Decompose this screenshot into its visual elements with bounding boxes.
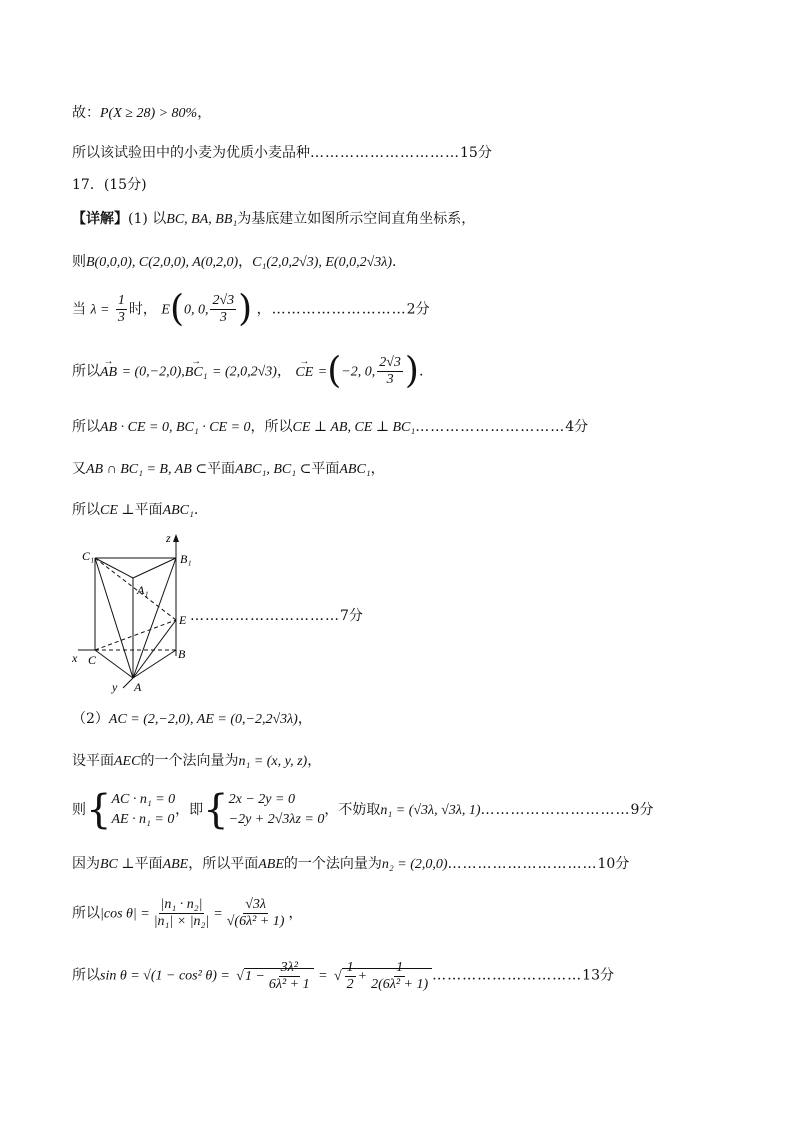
text: 所以 [72, 363, 100, 380]
vector: → AB [100, 363, 117, 383]
label-B1: B₁ [180, 552, 192, 566]
math: n₁ = (√3λ, √3λ, 1) [380, 803, 481, 818]
line-normal-vector [72, 751, 321, 772]
text: 为基底建立如图所示空间直角坐标系， [237, 211, 476, 227]
text: 的一个法向量为 [283, 856, 382, 872]
denominator: 2 [346, 977, 354, 992]
label-B: B [178, 647, 186, 661]
label-C: C [88, 653, 97, 667]
prism-figure [68, 528, 198, 698]
math: −2, 0, [341, 364, 376, 380]
line-sin [72, 960, 614, 993]
text: ，不妨取 [324, 802, 381, 818]
detail-label: 【详解】 [72, 211, 128, 227]
math: AEC [114, 754, 141, 769]
denominator: 3 [117, 310, 125, 325]
text: 则 [72, 254, 86, 270]
math: BC ⊥ [100, 857, 135, 872]
dots: ………………………… [190, 608, 340, 624]
text: 平面 [207, 461, 236, 477]
label-x: x [72, 651, 78, 665]
fraction [116, 293, 127, 326]
equation: −2y + 2√3λz = 0 [228, 812, 325, 827]
numerator: 3λ² [280, 960, 298, 975]
numerator: 1 [396, 960, 404, 975]
numerator: 1 [117, 293, 125, 308]
line-part2-vectors [72, 709, 312, 730]
math: E [161, 302, 170, 318]
text: 平面 [134, 502, 163, 518]
math: CE ⊥ [100, 503, 135, 518]
text: 平面 [311, 461, 340, 477]
denominator: 3 [386, 372, 394, 387]
text: ，即 [175, 802, 204, 818]
math: = [317, 364, 328, 380]
denominator: 3 [219, 310, 227, 325]
denominator: 2(6λ² + 1) [371, 977, 429, 992]
sqrt-2 [342, 960, 432, 992]
math: = (0,−2,0), [121, 364, 185, 380]
equation: 2x − 2y = 0 [228, 792, 295, 807]
numerator: 2√3 [212, 293, 235, 308]
fraction [225, 897, 287, 930]
text: 所以 [72, 502, 100, 518]
dots: ，……………………… [256, 301, 407, 318]
score: 13分 [582, 967, 614, 984]
math: ABE [162, 857, 189, 872]
dots: ………………………… [480, 802, 631, 818]
label-z: z [166, 531, 171, 545]
text: 故： [72, 105, 100, 121]
line-lambda-case: 当 λ = $\frac{1}{3}$ 时， E(0, 0, $\frac{2√3}{3}$ ) ，………………………2分 [72, 288, 430, 330]
score: 4分 [565, 419, 589, 435]
line-vectors: 所以→ AB = (0,−2,0),→ BC₁ = (2,0,2√3)， → CE =(−2, 0, $\frac{2√3}{3}$ ). [72, 355, 423, 388]
label-E: E [179, 613, 187, 627]
math: P(X ≥ 28) > 80% [100, 106, 198, 121]
text: 的一个法向量为 [140, 753, 239, 769]
fraction [377, 355, 403, 388]
numerator: |n₁ · n₂| [160, 897, 203, 912]
text: 又 [72, 461, 86, 477]
text: ， [276, 363, 291, 380]
text: ， [297, 711, 312, 727]
math: 1 − [244, 968, 265, 984]
label-C1: C₁ [82, 549, 95, 563]
math: ABE [258, 857, 284, 872]
text: . [392, 254, 397, 270]
fraction [267, 960, 312, 993]
line-coordinates [72, 252, 396, 273]
text: ，所以平面 [188, 856, 259, 872]
label-A: A [134, 680, 142, 694]
math: λ = [90, 302, 110, 318]
fraction [369, 960, 430, 993]
score: 9分 [630, 802, 654, 818]
line-system: 则{ AC · n₁ = 0 AE · n₁ = 0 ，即{ 2x − 2y = 0 −2y + 2√3λz = 0 ，不妨取n₁ = (√3λ, √3λ, 1)…………………………9分 [72, 787, 654, 833]
numerator: √3λ [245, 897, 266, 912]
text: (1) 以 [128, 211, 167, 227]
math: |cos θ| = [100, 906, 150, 922]
denominator: √(6λ² + 1) [226, 914, 285, 929]
line-plane-condition [72, 459, 385, 480]
equation: AE · n₁ = 0 [111, 812, 175, 827]
math: C₁(2,0,2√3), E(0,0,2√3λ) [252, 255, 393, 270]
figure-score [190, 606, 363, 626]
math: = [318, 968, 328, 984]
denominator: 6λ² + 1 [268, 977, 310, 992]
text: 因为 [72, 856, 100, 872]
text: ， [238, 254, 253, 270]
text: 所以 [72, 967, 100, 984]
math: CE ⊥ AB, CE ⊥ BC₁ [292, 420, 416, 435]
math: sin θ = √(1 − cos² θ) = [100, 968, 230, 984]
score: 7分 [340, 608, 363, 624]
text: （2） [72, 711, 109, 727]
math: 0, 0, [183, 302, 209, 318]
fraction [345, 960, 356, 993]
score: 2分 [406, 301, 430, 318]
text: 所以该试验田中的小麦为优质小麦品种 [72, 145, 310, 161]
text: 则 [72, 802, 86, 818]
math: + [357, 968, 368, 984]
vector: → CE [295, 363, 313, 383]
vector: → BC₁ [185, 363, 208, 383]
text: 所以 [72, 419, 100, 435]
math: AB · CE = 0, BC₁ · CE = 0 [100, 420, 251, 435]
math: AB ∩ BC₁ = B, AB ⊂ [86, 462, 208, 477]
text: 当 [72, 301, 86, 318]
line-perpendicular [72, 417, 588, 438]
dots: ………………………… [447, 856, 598, 872]
text: . [418, 363, 424, 380]
label-A1: A₁ [137, 583, 149, 597]
math: AC = (2,−2,0), AE = (0,−2,2√3λ) [108, 712, 298, 727]
fraction [152, 897, 212, 930]
math: BC, BA, BB₁ [166, 212, 238, 227]
score: 10分 [597, 856, 630, 872]
math: ABC₁, BC₁ ⊂ [235, 462, 312, 477]
math: B(0,0,0), C(2,0,0), A(0,2,0) [86, 255, 239, 270]
system-1 [111, 790, 175, 830]
problem-heading: 17．(15分) [72, 177, 147, 193]
score: 15分 [460, 145, 492, 161]
line-ce-perp-plane [72, 500, 198, 521]
text: ， [307, 753, 322, 769]
label-y: y [112, 680, 118, 694]
line-conclusion-probability [72, 103, 211, 124]
denominator: |n₁| × |n₂| [153, 914, 210, 929]
math: ABC₁ [339, 462, 371, 477]
math: n₂ = (2,0,0) [381, 857, 448, 872]
system-2 [229, 790, 325, 830]
text: 设平面 [72, 753, 114, 769]
dots: ………………………… [432, 967, 583, 984]
line-basis [72, 209, 475, 230]
line-plane-abe [72, 854, 629, 875]
math: = (2,0,2√3) [212, 364, 277, 380]
line-cos [72, 897, 302, 930]
text: 所以 [72, 905, 100, 922]
line-conclusion-wheat [72, 143, 492, 163]
math: ABC₁ [162, 503, 194, 518]
text: 时， [128, 301, 157, 318]
math: = [213, 906, 223, 922]
dots: ………………………… [415, 419, 566, 435]
numerator: √ 1 [346, 960, 354, 975]
fraction [210, 293, 236, 326]
text: ，所以 [250, 419, 293, 435]
text: ， [288, 905, 303, 922]
sqrt-1 [244, 960, 313, 992]
text: 平面 [134, 856, 163, 872]
text: ， [197, 105, 212, 121]
text: ， [370, 461, 385, 477]
math: n₁ = (x, y, z) [238, 754, 308, 769]
equation: AC · n₁ = 0 [111, 792, 176, 807]
dots: ………………………… [310, 145, 460, 161]
numerator: 2√3 [379, 355, 401, 370]
text: . [193, 502, 199, 518]
